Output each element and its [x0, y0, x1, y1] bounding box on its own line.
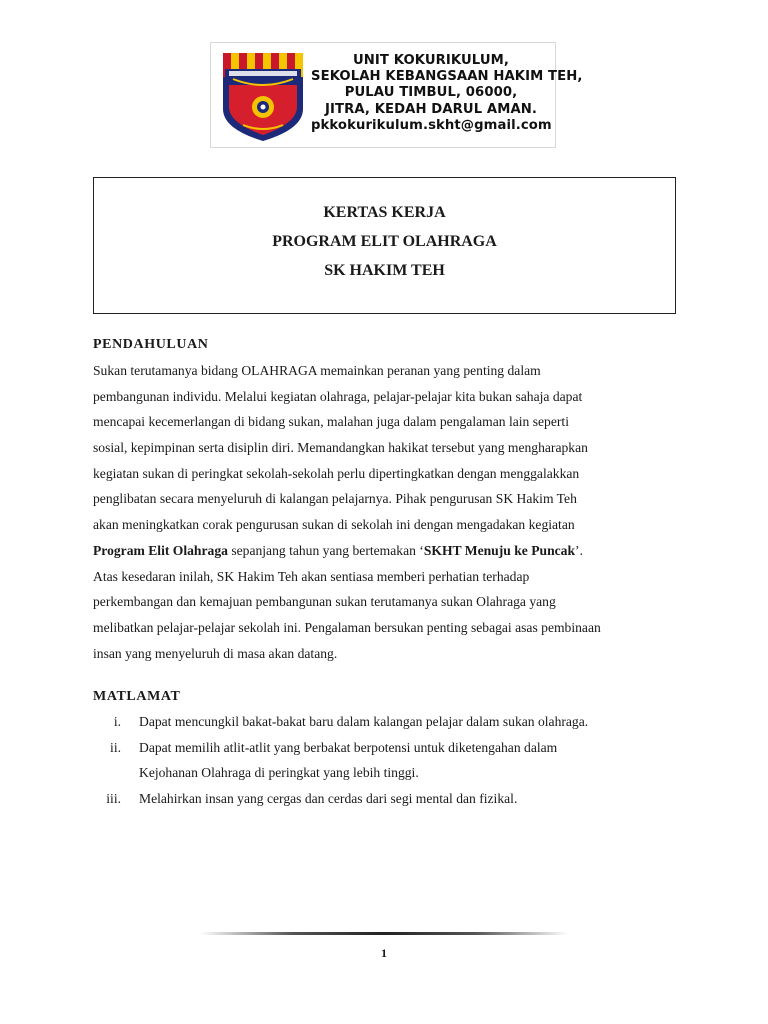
list-item-text: Dapat mencungkil bakat-bakat baru dalam kalangan pelajar dalam sukan olahraga. — [139, 714, 589, 729]
letterhead-line: PULAU TIMBUL, 06000, — [344, 85, 518, 101]
paragraph-line: akan meningkatkan corak pengurusan sukan di sekolah ini dengan mengadakan kegiatan — [93, 517, 575, 533]
theme-name: SKHT Menuju ke Puncak — [423, 542, 576, 558]
pendahuluan-paragraph — [93, 358, 676, 666]
letterhead-address — [311, 53, 583, 134]
list-item-text: Kejohanan Olahraga di peringkat yang lebih tinggi. — [139, 765, 419, 781]
list-item-number: iii. — [106, 791, 121, 807]
list-item-continuation — [93, 760, 676, 786]
program-name: Program Elit Olahraga — [93, 542, 228, 558]
paragraph-line: insan yang menyeluruh di masa akan datang. — [93, 645, 338, 661]
page-number: 1 — [381, 946, 387, 960]
paragraph-line: mencapai kecemerlangan di bidang sukan, malahan juga dalam pengalaman lain seperti — [93, 414, 569, 430]
list-item-text: Melahirkan insan yang cergas dan cerdas dari segi mental dan fizikal. — [139, 791, 518, 807]
theme-close-text: ’. — [575, 542, 583, 558]
school-crest-logo — [221, 51, 305, 143]
paragraph-line: melibatkan pelajar-pelajar sekolah ini. Pengalaman bersukan penting sebagai asas pembinaan — [93, 619, 601, 635]
list-item-number: i. — [113, 714, 121, 729]
paragraph-line: Atas kesedaran inilah, SK Hakim Teh akan sentiasa memberi perhatian terhadap — [93, 568, 530, 584]
letterhead-line: JITRA, KEDAH DARUL AMAN. — [324, 101, 537, 117]
list-item-number: ii. — [110, 739, 121, 755]
section-heading-pendahuluan: PENDAHULUAN — [93, 337, 209, 352]
title-line-2: PROGRAM ELIT OLAHRAGA — [272, 233, 497, 250]
document-title-box — [93, 177, 676, 314]
list-item — [93, 786, 676, 812]
letterhead-email: pkkokurikulum.skht@gmail.com — [311, 117, 552, 133]
theme-intro-text: sepanjang tahun yang bertemakan ‘ — [227, 542, 424, 558]
section-heading-matlamat: MATLAMAT — [93, 689, 181, 704]
title-line-1: KERTAS KERJA — [323, 204, 446, 221]
paragraph-line: kegiatan sukan di peringkat sekolah-sekolah perlu dipertingkatkan dengan menggalakkan — [93, 465, 580, 481]
paragraph-line: sosial, kepimpinan serta disiplin diri. Memandangkan hakikat tersebut yang mengharapkan — [93, 440, 588, 456]
paragraph-line: perkembangan dan kemajuan pembangunan sukan terutamanya sukan Olahraga yang — [93, 594, 556, 610]
paragraph-line: penglibatan secara menyeluruh di kalangan pelajarnya. Pihak pengurusan SK Hakim Teh — [93, 491, 577, 507]
footer-divider — [200, 932, 568, 935]
title-line-3: SK HAKIM TEH — [324, 262, 445, 279]
list-item-text: Dapat memilih atlit-atlit yang berbakat berpotensi untuk diketengahan dalam — [139, 739, 558, 755]
list-item — [93, 735, 676, 761]
letterhead — [210, 42, 583, 148]
letterhead-line: UNIT KOKURIKULUM, — [352, 53, 509, 68]
paragraph-line: pembangunan individu. Melalui kegiatan olahraga, pelajar-pelajar kita bukan sahaja dapat — [93, 388, 583, 404]
paragraph-line: Sukan terutamanya bidang OLAHRAGA memainkan peranan yang penting dalam — [93, 363, 541, 378]
list-item — [93, 709, 676, 735]
matlamat-list — [93, 709, 676, 812]
letterhead-line: SEKOLAH KEBANGSAAN HAKIM TEH, — [311, 69, 583, 85]
paragraph-line-program — [93, 538, 676, 564]
